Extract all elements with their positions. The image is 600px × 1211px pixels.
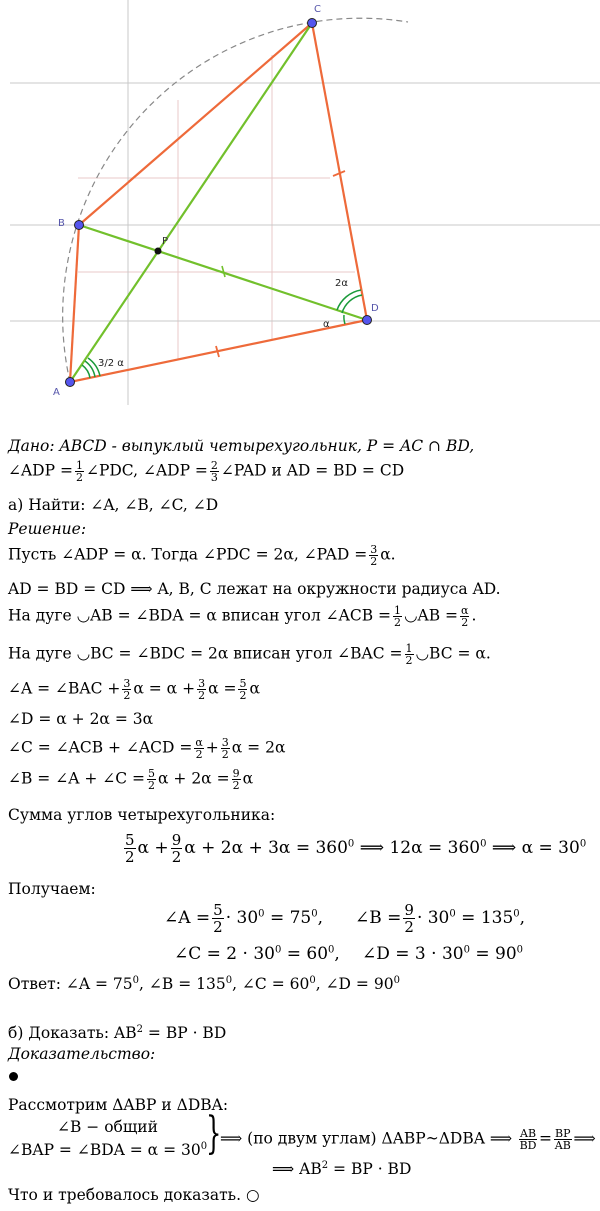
prove-line: б) Доказать: $AB^2$ = BP · BD: [8, 1024, 227, 1043]
solution-line-3: На дуге ◡AB = ∠BDA = α вписан угол ∠ACB = $\frac{1}{2}$ ◡AB = $\frac{\alpha}{2}$ .: [8, 604, 477, 629]
angle-sum-equation: $\frac{5}{2}$ α + $\frac{9}{2}$ $\alpha + 2\alpha + 3\alpha = 360^0$ ⟹ $12\alpha = 360^0$ ⟹ $\alpha = 30^0$: [125, 831, 587, 866]
angle-labels: [98, 278, 348, 369]
axes: [10, 0, 600, 405]
proof-common-angle: ∠B − общий: [57, 1118, 158, 1136]
proof-similarity: ⟹ (по двум углам) ΔABP~ΔDBA ⟹ $\frac{AB}{BD}$ = $\frac{BP}{AB}$ ⟹: [220, 1127, 596, 1152]
solution-line-5: ∠A = ∠BAC + $\frac{3}{2}$ α = α + $\frac{3}{2}$ α = $\frac{5}{2}$ α: [8, 677, 260, 702]
given-line-1: Дано: ABCD - выпуклый четырехугольник, P = AC ∩ BD,: [8, 437, 475, 455]
solution-line-2: AD = BD = CD ⟹ A, B, C лежат на окружности радиуса AD.: [8, 580, 501, 598]
grid: [78, 55, 355, 360]
label-C: C: [314, 4, 321, 15]
angle-label-A: 3/2 α: [98, 358, 124, 369]
angle-label-D-small: α: [323, 319, 330, 330]
points: [66, 19, 372, 387]
angle-sum-heading: Сумма углов четырехугольника:: [8, 806, 276, 824]
brace: }: [206, 1108, 222, 1159]
qed-line: Что и требовалось доказать. ○: [8, 1186, 260, 1204]
result-heading: Получаем:: [8, 880, 96, 898]
angle-label-D-big: 2α: [335, 278, 348, 289]
find-line: а) Найти: ∠A, ∠B, ∠C, ∠D: [8, 496, 219, 514]
proof-equal-angles: ∠BAP = ∠BDA = $\alpha = 30^0$: [8, 1141, 208, 1160]
result-angle-D: ∠D = $3 \cdot 30^0 = 90^0$: [362, 944, 524, 964]
solution-line-7: ∠C = ∠ACB + ∠ACD = $\frac{\alpha}{2}$ + $\frac{3}{2}$ α = 2α: [8, 736, 286, 761]
label-D: D: [371, 303, 379, 314]
result-angle-C: ∠C = $2 \cdot 30^0 = 60^0$,: [174, 944, 340, 964]
result-angle-B: ∠B = $\frac{9}{2}$ · $30^0 = 135^0$,: [355, 901, 526, 936]
proof-line-1: Рассмотрим ΔABP и ΔDBA:: [8, 1096, 229, 1114]
given-line-2: ∠ADP = $\frac{1}{2}$ ∠PDC, ∠ADP = $\frac{2}{3}$ ∠PAD и AD = BD = CD: [8, 459, 405, 484]
geometry-figure: [0, 0, 600, 405]
label-B: B: [58, 218, 65, 229]
solution-line-4: На дуге ◡BC = ∠BDC = 2α вписан угол ∠BAC = $\frac{1}{2}$ ◡BC = α.: [8, 642, 491, 667]
proof-heading: Доказательство:: [8, 1045, 156, 1063]
circle-arc: [63, 18, 408, 382]
point-labels: [53, 4, 379, 398]
solution-line-1: Пусть ∠ADP = α. Тогда ∠PDC = 2α, ∠PAD = $\frac{3}{2}$ α.: [8, 543, 396, 568]
proof-conclusion: ⟹ $AB^2$ = BP · BD: [272, 1160, 412, 1179]
solution-line-6: ∠D = α + 2α = 3α: [8, 710, 154, 728]
bullet: [9, 1072, 18, 1081]
label-P: P: [162, 236, 169, 247]
solution-heading: Решение:: [8, 520, 87, 538]
label-A: A: [53, 387, 60, 398]
solution-line-8: ∠B = ∠A + ∠C = $\frac{5}{2}$ α + 2α = $\frac{9}{2}$ α: [8, 767, 254, 792]
result-angle-A: ∠A = $\frac{5}{2}$ · $30^0 = 75^0$,: [164, 901, 324, 936]
answer-line: Ответ: ∠A = $75^0$, ∠B = $135^0$, ∠C = $60^0$, ∠D = $90^0$: [8, 975, 400, 994]
